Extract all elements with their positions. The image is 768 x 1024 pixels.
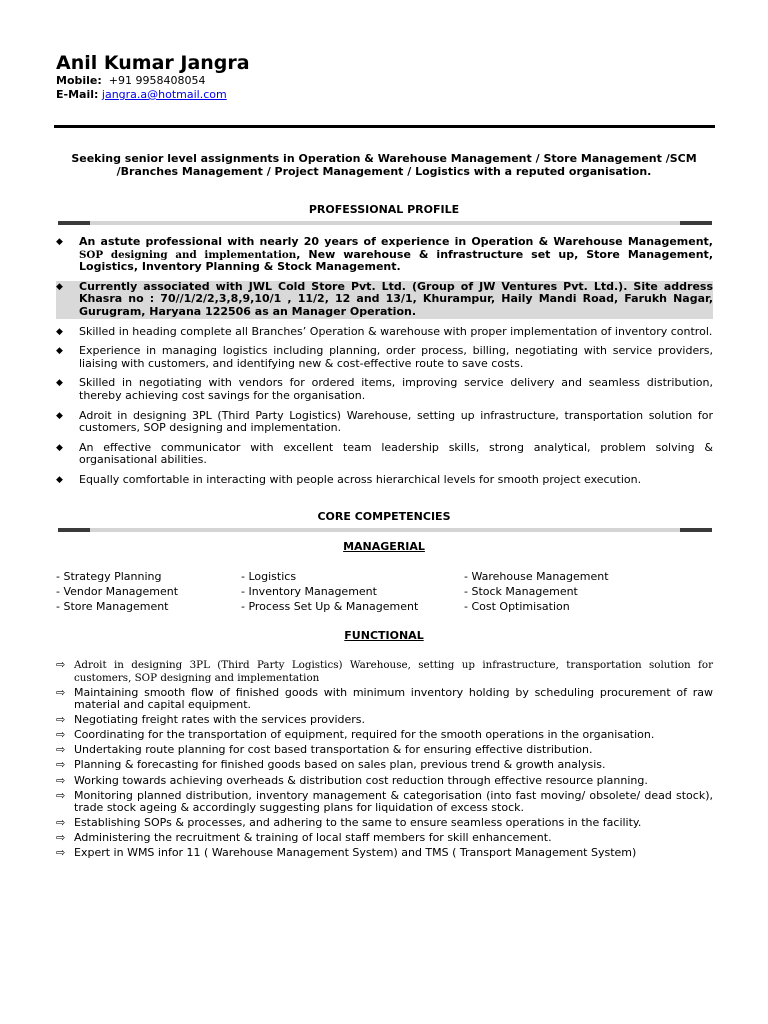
competency-item: - Process Set Up & Management [241, 600, 419, 614]
diamond-bullet-icon: ◆ [56, 378, 63, 389]
arrow-bullet-icon: ⇨ [56, 658, 66, 671]
profile-section-title: PROFESSIONAL PROFILE [308, 203, 460, 216]
arrow-bullet-icon: ⇨ [56, 773, 66, 787]
profile-list [56, 236, 713, 494]
competency-column-2 [241, 569, 418, 615]
competency-item: - Cost Optimisation [464, 600, 570, 614]
arrow-bullet-icon: ⇨ [56, 743, 66, 757]
functional-subheading: FUNCTIONAL [344, 629, 424, 642]
managerial-subheading: MANAGERIAL [343, 540, 425, 553]
competencies-section-rule [58, 528, 712, 532]
functional-item: ⇨ Monitoring planned distribution, inventory management & categorisation (into fast moving/ obsolete/ dead stock), trade stock ageing & accordingly suggesting plans for liquidation of excess stock. [56, 788, 713, 815]
profile-item: ◆ Experience in managing logistics including planning, order process, billing, negotiating with service providers, liaising with customers, and identifying new & cost-effective route to save costs. [56, 344, 713, 370]
email-link[interactable]: jangra.a@hotmail.com [101, 88, 227, 101]
arrow-bullet-icon: ⇨ [56, 728, 66, 742]
functional-item: ⇨ Establishing SOPs & processes, and adhering to the same to ensure seamless operations in the facility. [56, 816, 642, 830]
profile-item-current-role: ◆ Currently associated with JWL Cold Store Pvt. Ltd. (Group of JW Ventures Pvt. Ltd.). Site address Khasra no : 70//1/2/2,3,8,9,10/1 , 11/2, 12 and 13/1, Khurampur, Haily Mandi Road, Farukh Nagar, Gurugram, Haryana 122506 as an Manager Operation. [56, 279, 713, 318]
header-divider [54, 125, 715, 128]
competencies-section-title: CORE COMPETENCIES [317, 510, 451, 523]
arrow-bullet-icon: ⇨ [56, 685, 66, 699]
arrow-bullet-icon: ⇨ [56, 816, 66, 830]
profile-section-rule [58, 221, 712, 225]
arrow-bullet-icon: ⇨ [56, 788, 66, 802]
competency-item: - Warehouse Management [464, 570, 609, 583]
functional-item: ⇨ Coordinating for the transportation of equipment, required for the smooth operations in the organisation. [56, 728, 655, 742]
profile-item: ◆ Skilled in negotiating with vendors for ordered items, improving service delivery and seamless distribution, thereby achieving cost savings for the organisation. [56, 376, 713, 402]
arrow-bullet-icon: ⇨ [56, 831, 66, 845]
diamond-bullet-icon: ◆ [56, 346, 63, 357]
profile-item: ◆ An astute professional with nearly 20 years of experience in Operation & Warehouse Management, SOP designing and implementation, New warehouse & infrastructure set up, Store Management, Logistics, Inventory Planning & Stock Management. [56, 235, 713, 274]
competency-column-3 [464, 569, 609, 615]
competency-item: - Strategy Planning [56, 570, 162, 583]
profile-item: ◆ Skilled in heading complete all Branches’ Operation & warehouse with proper implementation of inventory control. [56, 324, 713, 338]
functional-item: ⇨ Expert in WMS infor 11 ( Warehouse Management System) and TMS ( Transport Management System) [56, 846, 637, 860]
email-label: E-Mail: [56, 88, 99, 101]
arrow-bullet-icon: ⇨ [56, 713, 66, 727]
functional-item: ⇨ Undertaking route planning for cost based transportation & for ensuring effective distribution. [56, 743, 593, 757]
functional-list [56, 659, 713, 863]
functional-item: ⇨ Adroit in designing 3PL (Third Party Logistics) Warehouse, setting up infrastructure, transportation solution for customers, SOP designing and implementation [56, 658, 713, 684]
mobile-number: +91 9958408054 [108, 74, 206, 87]
functional-item: ⇨ Administering the recruitment & training of local staff members for skill enhancement. [56, 831, 552, 845]
diamond-bullet-icon: ◆ [56, 474, 63, 485]
mobile-label: Mobile: [56, 74, 102, 87]
diamond-bullet-icon: ◆ [56, 281, 63, 292]
arrow-bullet-icon: ⇨ [56, 846, 66, 860]
competency-column-1 [56, 569, 178, 615]
diamond-bullet-icon: ◆ [56, 326, 63, 337]
competency-item: - Logistics [241, 570, 297, 583]
diamond-bullet-icon: ◆ [56, 410, 63, 421]
competency-item: - Stock Management [464, 585, 578, 599]
career-objective: Seeking senior level assignments in Operation & Warehouse Management / Store Management /SCM /Branches Management / Project Management / Logistics with a reputed organisation. [71, 152, 697, 178]
diamond-bullet-icon: ◆ [56, 237, 63, 247]
resume-header [56, 52, 250, 102]
functional-item: ⇨ Negotiating freight rates with the services providers. [56, 713, 366, 727]
profile-item: ◆ Equally comfortable in interacting with people across hierarchical levels for smooth project execution. [56, 472, 642, 486]
profile-item: ◆ An effective communicator with excellent team leadership skills, strong analytical, problem solving & organisational abilities. [56, 440, 713, 467]
diamond-bullet-icon: ◆ [56, 442, 63, 453]
arrow-bullet-icon: ⇨ [56, 758, 66, 772]
competency-item: - Vendor Management [56, 585, 179, 599]
functional-item: ⇨ Maintaining smooth flow of finished goods with minimum inventory holding by scheduling procurement of raw material and capital equipment. [56, 685, 713, 712]
competency-item: - Inventory Management [241, 585, 377, 599]
competency-item: - Store Management [56, 600, 169, 614]
functional-item: ⇨ Working towards achieving overheads & distribution cost reduction through effective resource planning. [56, 773, 648, 787]
functional-item: ⇨ Planning & forecasting for finished goods based on sales plan, previous trend & growth analysis. [56, 758, 606, 772]
profile-item: ◆ Adroit in designing 3PL (Third Party Logistics) Warehouse, setting up infrastructure, transportation solution for customers, SOP designing and implementation. [56, 408, 713, 435]
mobile-line [56, 74, 250, 88]
email-line [56, 88, 250, 102]
candidate-name: Anil Kumar Jangra [56, 52, 250, 74]
